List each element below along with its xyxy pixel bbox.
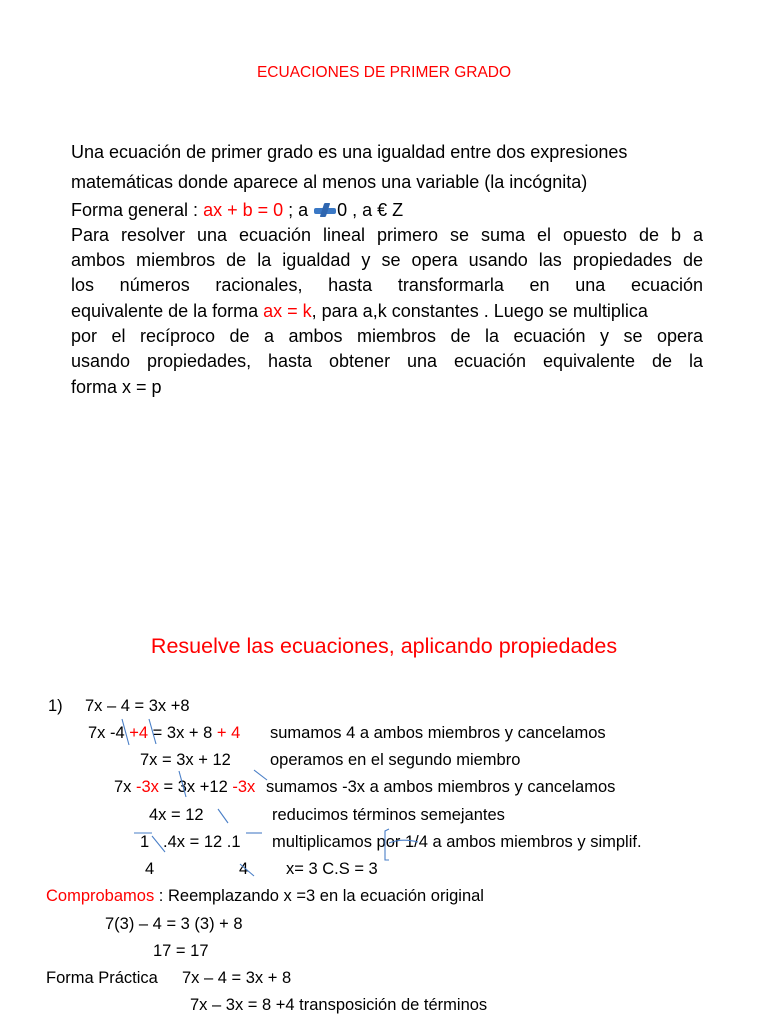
step-4-note: reducimos términos semejantes [272,806,505,824]
step-3-note: sumamos -3x a ambos miembros y cancelamos [266,778,616,796]
check-result: 17 = 17 [153,942,209,960]
step-1-equation [88,723,240,743]
general-form-condition: ; a [283,199,314,220]
step-text: 7x [114,778,137,796]
intro-block [71,140,703,400]
not-equal-icon [313,203,337,217]
check-label: Comprobamos [46,887,155,905]
intro-paragraph-line: usando propiedades, hasta obtener una ecuación equivalente de la [71,351,703,372]
step-5-note: multiplicamos por 1/4 a ambos miembros y simplif. [272,833,642,851]
intro-paragraph-line: Para resolver una ecuación lineal primero se suma el opuesto de b a [71,224,703,245]
step-4-equation: 4x = 12 [149,806,204,824]
exercise-number: 1) [48,697,63,715]
check-line [46,886,484,906]
page-title: ECUACIONES DE PRIMER GRADO [256,64,512,81]
general-form-line [71,198,703,223]
intro-paragraph-line: los números racionales, hasta transformarla en una ecuación [71,275,703,296]
practical-form-step: 7x – 3x = 8 +4 transposición de términos [190,996,488,1014]
step-text: = 3x + 8 [148,724,217,742]
step-highlight: +4 [129,724,149,742]
general-form-label: Forma general : [71,199,204,220]
check-text: : Reemplazando x =3 en la ecuación original [154,887,484,905]
step-1-note: sumamos 4 a ambos miembros y cancelamos [270,724,606,742]
step-3-equation [114,777,255,797]
step-text: 7x -4 [88,724,130,742]
step-5-numerator: 1 [140,833,150,851]
intro-text: , para a,k constantes . Luego se multiplica [311,300,648,321]
general-form-domain: 0 , a € Z [337,199,404,220]
intro-line-1: Una ecuación de primer grado es una igualdad entre dos expresiones [71,142,628,162]
practical-form-label: Forma Práctica [46,969,158,987]
step-highlight: -3x [136,778,159,796]
step-text: = 3x +12 [158,778,233,796]
intro-paragraph-line: forma x = p [71,376,162,397]
intro-paragraph-line [71,299,703,324]
step-6-denominator-right: 4 [239,860,249,878]
step-highlight: -3x [232,778,256,796]
check-substitution: 7(3) – 4 = 3 (3) + 8 [105,915,243,933]
step-2-note: operamos en el segundo miembro [270,751,521,769]
intro-paragraph-line: ambos miembros de la igualdad y se opera usando las propiedades de [71,250,703,271]
general-form-expression: ax + b = 0 [203,199,284,220]
practical-form-equation: 7x – 4 = 3x + 8 [182,969,292,987]
step-highlight: + 4 [216,724,241,742]
step-5-equation: .4x = 12 .1 [163,833,241,851]
exercise-equation: 7x – 4 = 3x +8 [85,697,190,715]
intro-text: equivalente de la forma [71,300,264,321]
step-2-equation: 7x = 3x + 12 [140,751,231,769]
intro-highlight: ax = k [263,300,312,321]
step-6-denominator-left: 4 [145,860,155,878]
solution-set: x= 3 C.S = 3 [286,860,378,878]
intro-paragraph-line: por el recíproco de a ambos miembros de la ecuación y se opera [71,326,703,347]
intro-line-2: matemáticas donde aparece al menos una variable (la incógnita) [71,172,588,193]
section-heading: Resuelve las ecuaciones, aplicando propiedades [150,634,618,658]
cancel-mark [218,809,228,823]
